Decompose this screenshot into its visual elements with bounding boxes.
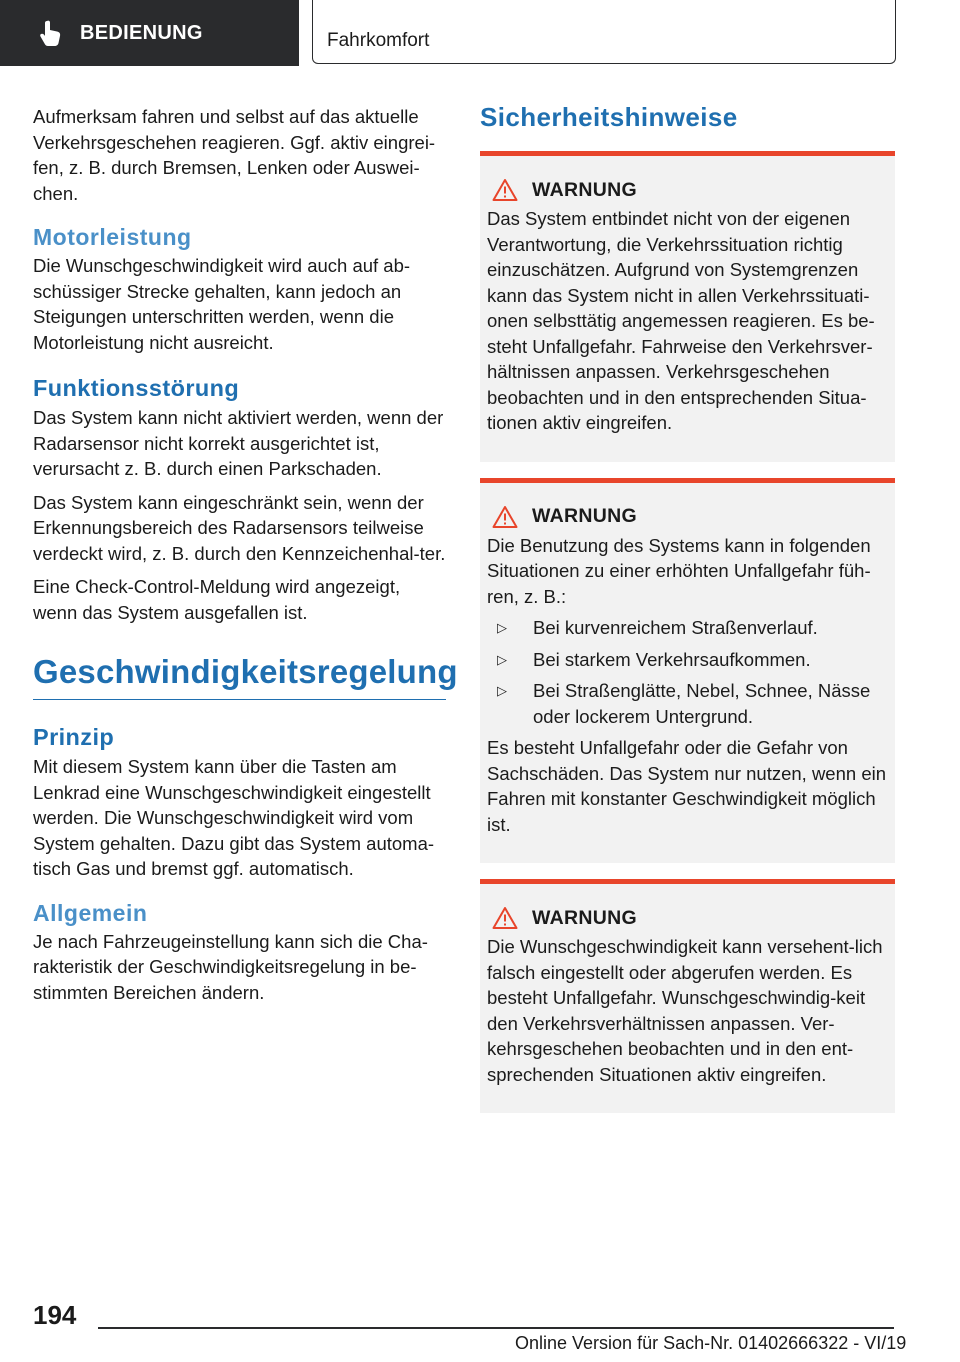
- list-item-text: Bei Straßenglätte, Nebel, Schnee, Nässe oder lockerem Untergrund.: [533, 680, 871, 727]
- section-tab: [0, 0, 299, 66]
- list-item: [487, 647, 887, 673]
- funktionsstoerung-paragraph: Eine Check-Control-Meldung wird angezeigt, wenn das System ausgefallen ist.: [33, 576, 401, 623]
- warning-label: WARNUNG: [532, 178, 638, 201]
- online-version-text: Online Version für Sach-Nr. 01402666322 - VI/19: [515, 1333, 907, 1353]
- list-item: [487, 678, 887, 729]
- page-number: 194: [33, 1300, 77, 1330]
- chapter-header: [312, 0, 896, 64]
- warning-box: [480, 478, 895, 864]
- list-item-text: Bei starkem Verkehrsaufkommen.: [533, 648, 811, 670]
- funktionsstoerung-paragraph: Das System kann eingeschränkt sein, wenn der Erkennungsbereich des Radarsensors teilweise verdeckt wird, z. B. durch den Kennzeichenhal-ter.: [33, 491, 446, 564]
- list-item: [487, 615, 887, 641]
- warning-box: [480, 879, 895, 1113]
- pointing-hand-icon: [36, 18, 66, 48]
- motorleistung-text: Die Wunschgeschwindigkeit wird auch auf ab-schüssiger Strecke gehalten, kann jedoch an Steigungen unterschritten werden, wenn die Motorleistung nicht ausreicht.: [33, 255, 411, 353]
- warning-triangle-icon: [492, 906, 518, 930]
- warning-header: [487, 178, 887, 202]
- warning-intro: Die Benutzung des Systems kann in folgenden Situationen zu einer erhöhten Unfallgefahr füh-ren, z. B.:: [487, 534, 871, 607]
- right-column: [480, 100, 895, 1129]
- warning-header: [487, 505, 887, 529]
- warning-label: WARNUNG: [532, 906, 638, 929]
- warning-triangle-icon: [492, 178, 518, 202]
- bullet-marker: ▷: [497, 651, 507, 667]
- intro-paragraph: Aufmerksam fahren und selbst auf das aktuelle Verkehrsgeschehen reagieren. Ggf. aktiv eingrei-fen, z. B. durch Bremsen, Lenken oder Auswei-chen.: [33, 106, 436, 204]
- section-label: BEDIENUNG: [80, 21, 203, 44]
- warning-outro: Es besteht Unfallgefahr oder die Gefahr von Sachschäden. Das System nur nutzen, wenn ein Fahren mit konstanter Geschwindigkeit möglich ist.: [487, 737, 887, 835]
- motorleistung-heading: Motorleistung: [33, 224, 192, 250]
- funktionsstoerung-paragraph: Das System kann nicht aktiviert werden, wenn der Radarsensor nicht korrekt ausgerichtet ist, verursacht z. B. durch einen Parkschaden.: [33, 407, 444, 479]
- bullet-marker: ▷: [497, 683, 507, 698]
- warning-box: [480, 151, 895, 462]
- footer-divider: [98, 1327, 894, 1329]
- warning-text: Das System entbindet nicht von der eigenen Verantwortung, die Verkehrssituation richtig einzuschätzen. Aufgrund von Systemgrenzen kann das System nicht in allen Verkehrssituati-onen selbsttätig angemessen reagieren. Es be-steht Unfallgefahr. Fahrweise den Verkehrsver-hältnissen anpassen. Verkehrsgeschehen beobachten und in den entsprechenden Situa-tionen aktiv eingreifen.: [487, 208, 875, 433]
- allgemein-text: Je nach Fahrzeugeinstellung kann sich die Cha-rakteristik der Geschwindigkeitsregelung in be-stimmten Bereichen ändern.: [33, 930, 428, 1003]
- allgemein-heading: Allgemein: [33, 899, 148, 926]
- sicherheitshinweise-heading: Sicherheitshinweise: [480, 102, 738, 132]
- warning-header: [487, 906, 887, 930]
- bullet-marker: ▷: [497, 620, 507, 635]
- left-column: [33, 104, 458, 1013]
- warning-triangle-icon: [492, 505, 518, 529]
- prinzip-text: Mit diesem System kann über die Tasten am Lenkrad eine Wunschgeschwindigkeit eingestellt werden. Die Wunschgeschwindigkeit wird vom System gehalten. Dazu gibt das System automa-tisch Gas und bremst ggf. automatisch.: [33, 756, 435, 879]
- prinzip-heading: Prinzip: [33, 724, 115, 750]
- geschwindigkeitsregelung-heading: Geschwindigkeitsregelung: [33, 653, 446, 700]
- warning-text: Die Wunschgeschwindigkeit kann versehent-lich falsch eingestellt oder abgerufen werden. Es besteht Unfallgefahr. Wunschgeschwindig-keit den Verkehrsverhältnissen anpassen. Ver-kehrsgeschehen beobachten und in den ent-sprechenden Situationen aktiv eingreifen.: [487, 936, 883, 1085]
- funktionsstoerung-heading: Funktionsstörung: [33, 375, 240, 401]
- chapter-title: Fahrkomfort: [327, 30, 430, 51]
- list-item-text: Bei kurvenreichem Straßenverlauf.: [533, 617, 818, 638]
- warning-label: WARNUNG: [532, 505, 638, 527]
